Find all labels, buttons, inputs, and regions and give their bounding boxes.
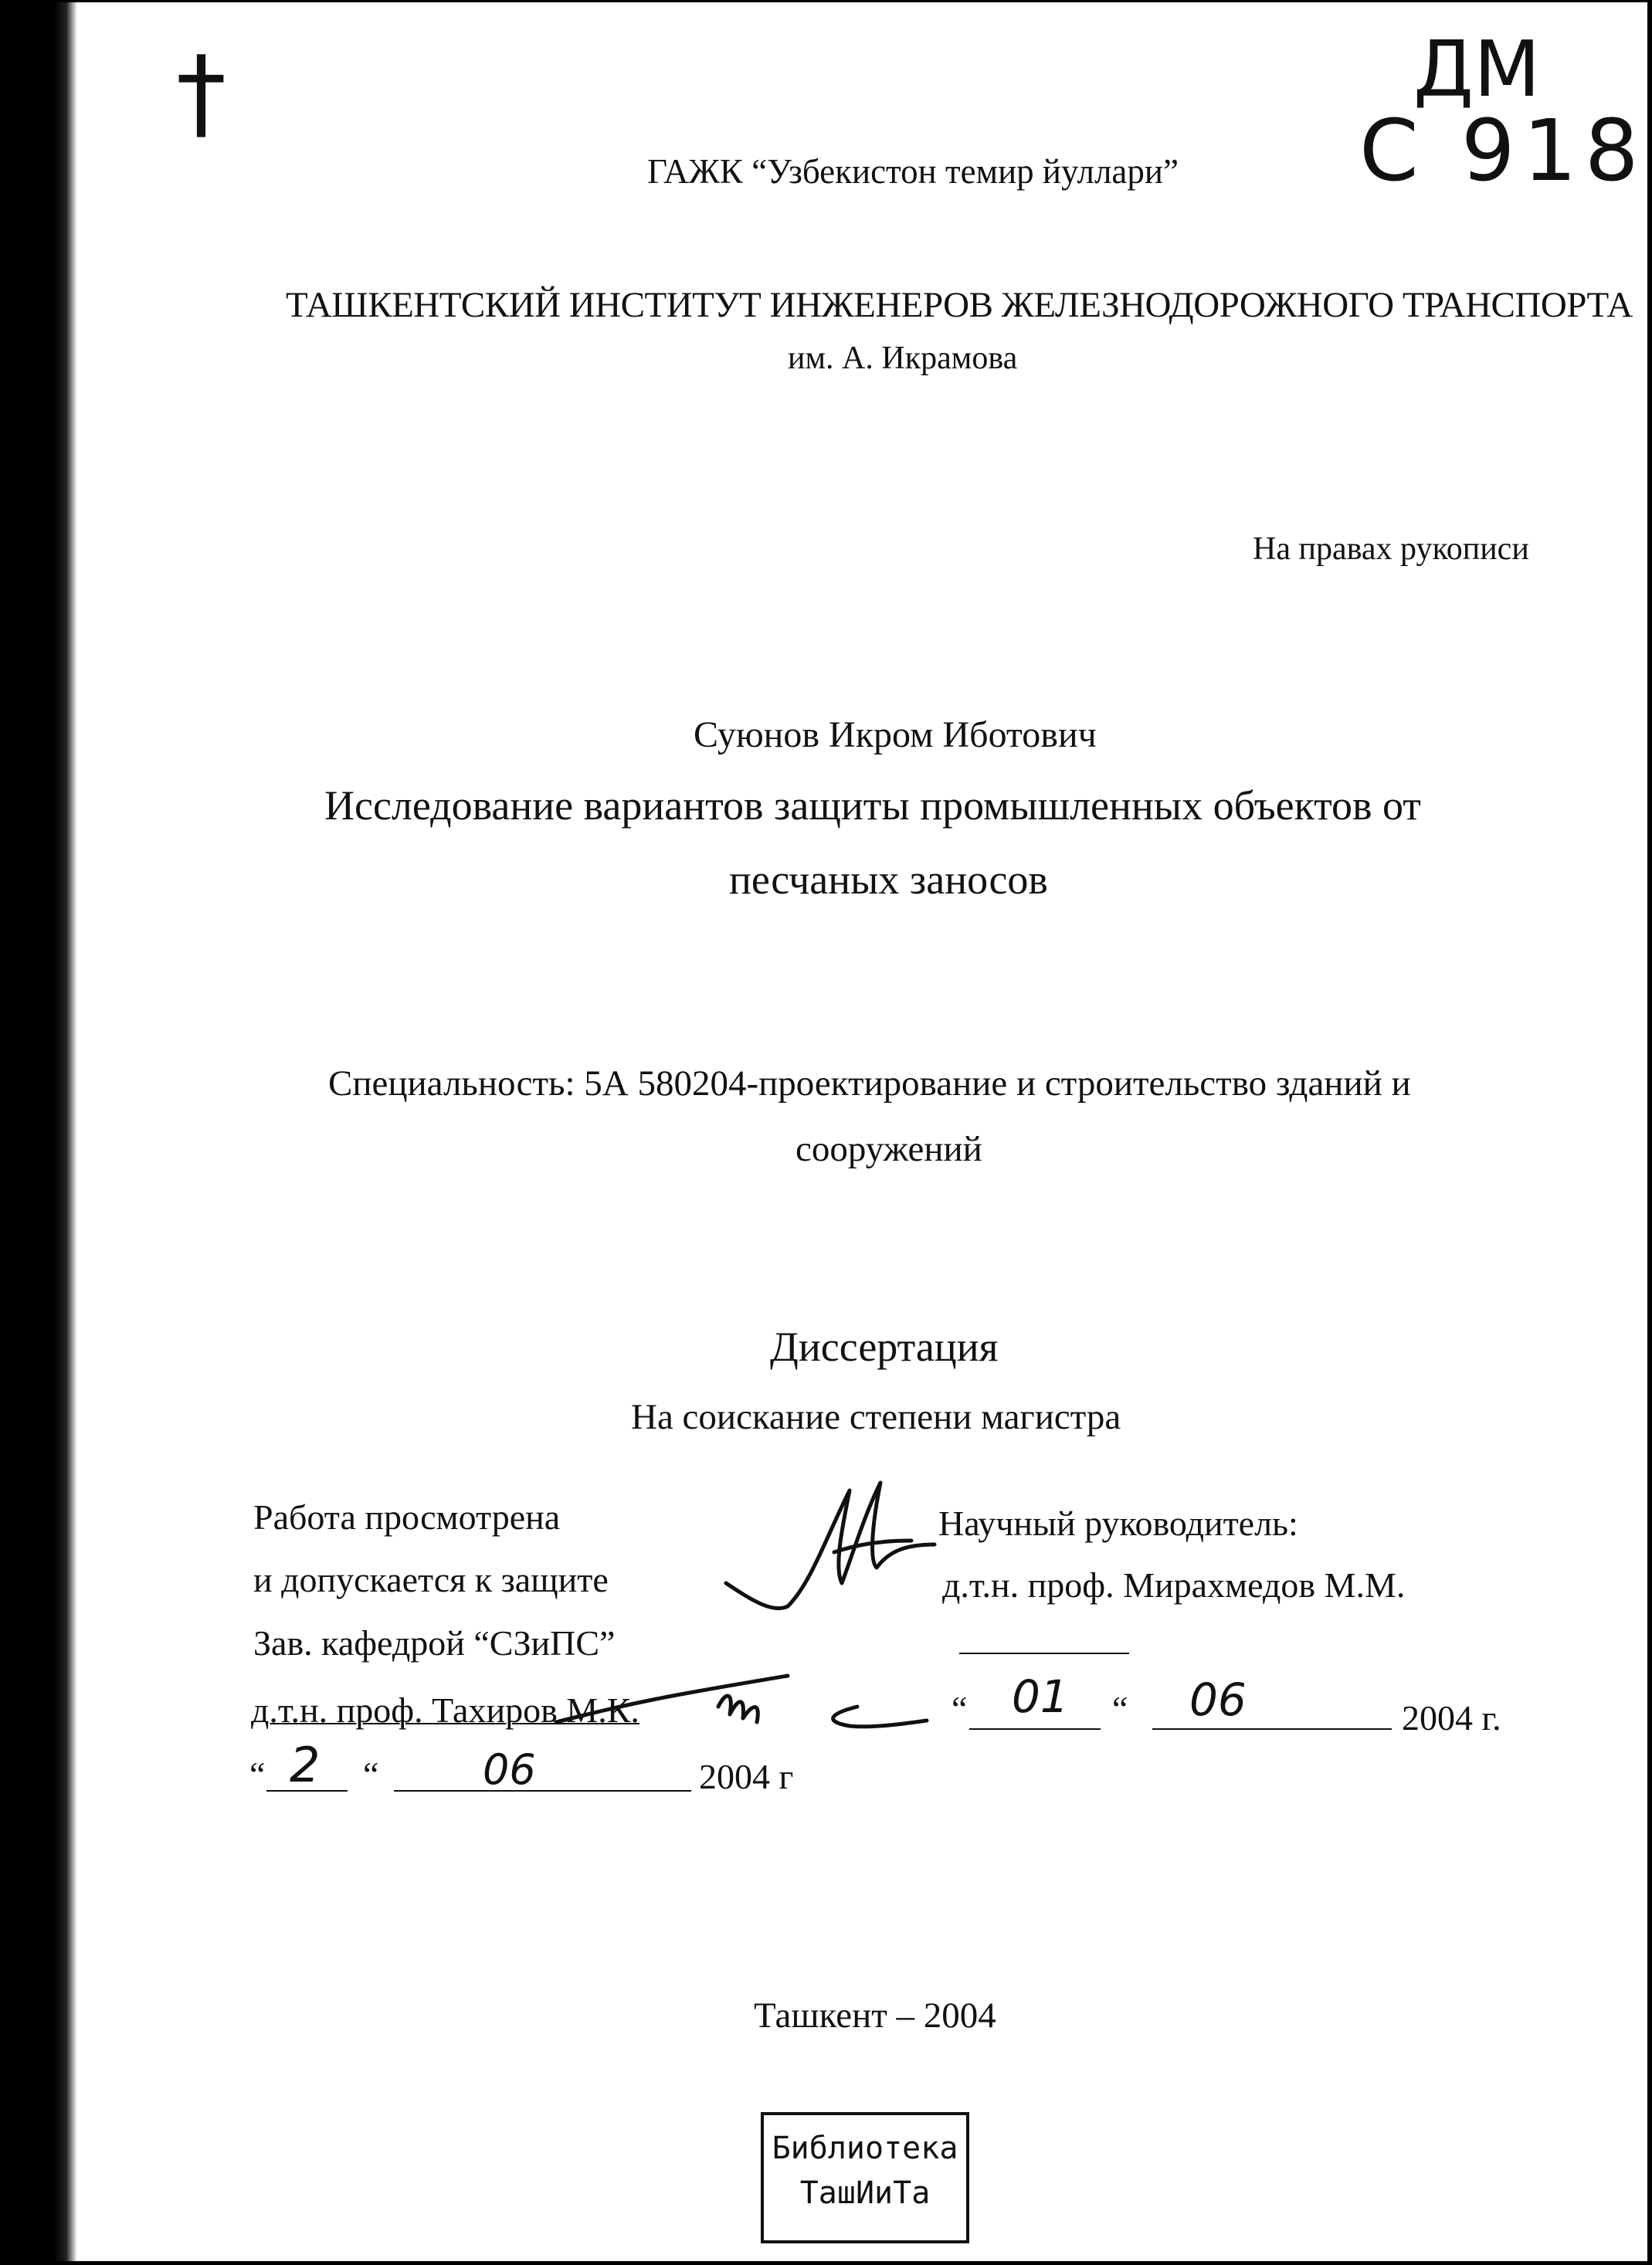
left-date-day: 2 (290, 1737, 321, 1793)
supervisor-label: Научный руководитель: (938, 1504, 1298, 1543)
approval-admitted: и допускается к защите (253, 1560, 609, 1599)
handwritten-dagger: † (176, 34, 226, 151)
approval-head-name: д.т.н. проф. Тахиров М.К. (251, 1690, 639, 1730)
scan-edge-right (1647, 0, 1652, 2265)
specialty-line2: сооружений (795, 1129, 982, 1169)
left-date-quote-close: “ (363, 1755, 379, 1794)
left-date-month-line (394, 1790, 691, 1792)
library-stamp-line1: Библиотека (772, 2131, 958, 2166)
right-date-quote-open: “ (952, 1689, 968, 1728)
scan-edge-top (0, 0, 1652, 2)
right-date-month: 06 (1189, 1673, 1247, 1726)
supervisor-signature (718, 1467, 950, 1622)
manuscript-note: На правах рукописи (1253, 531, 1529, 567)
city-year: Ташкент – 2004 (754, 1995, 996, 2036)
left-date-month: 06 (483, 1745, 536, 1794)
institute-honorific: им. А. Икрамова (788, 341, 1018, 376)
library-stamp-line2: ТашИиТа (799, 2175, 931, 2211)
thesis-title-line1: Исследование вариантов защиты промышленных объектов от (324, 782, 1421, 829)
left-date-day-line (266, 1790, 348, 1792)
institute-name: ТАШКЕНТСКИЙ ИНСТИТУТ ИНЖЕНЕРОВ ЖЕЛЕЗНОДОРОЖНОГО ТРАНСПОРТА (286, 285, 1633, 325)
thesis-title-line2: песчаных заносов (729, 856, 1048, 903)
department-head-signature (541, 1660, 958, 1745)
right-date-month-line (1152, 1728, 1392, 1730)
approval-reviewed: Работа просмотрена (253, 1497, 561, 1537)
handwritten-code-line2: С 918 (1359, 101, 1647, 200)
right-date-day: 01 (1012, 1670, 1069, 1723)
handwritten-code-line1: ДМ (1413, 24, 1541, 114)
scan-edge-left (0, 0, 77, 2265)
library-stamp (761, 2112, 969, 2243)
approval-department-head: Зав. кафедрой “СЗиПС” (253, 1623, 616, 1663)
left-date-year: 2004 г (699, 1757, 794, 1796)
right-date-day-line (969, 1728, 1101, 1730)
right-date-year: 2004 г. (1402, 1698, 1501, 1738)
right-date-quote-close: “ (1112, 1689, 1128, 1728)
specialty-line1: Специальность: 5А 580204-проектирование и строительство зданий и (328, 1063, 1411, 1104)
degree-note: На соискание степени магистра (631, 1397, 1121, 1437)
document-type: Диссертация (770, 1324, 999, 1370)
supervisor-name: д.т.н. проф. Мирахмедов М.М. (942, 1565, 1406, 1605)
supervisor-signature-line (959, 1653, 1129, 1654)
organization-header: ГАЖК “Узбекистон темир йуллари” (647, 152, 1179, 191)
scan-edge-bottom (0, 2261, 1652, 2265)
author-name: Суюнов Икром Иботович (694, 714, 1097, 755)
left-date-quote-open: “ (249, 1755, 266, 1794)
